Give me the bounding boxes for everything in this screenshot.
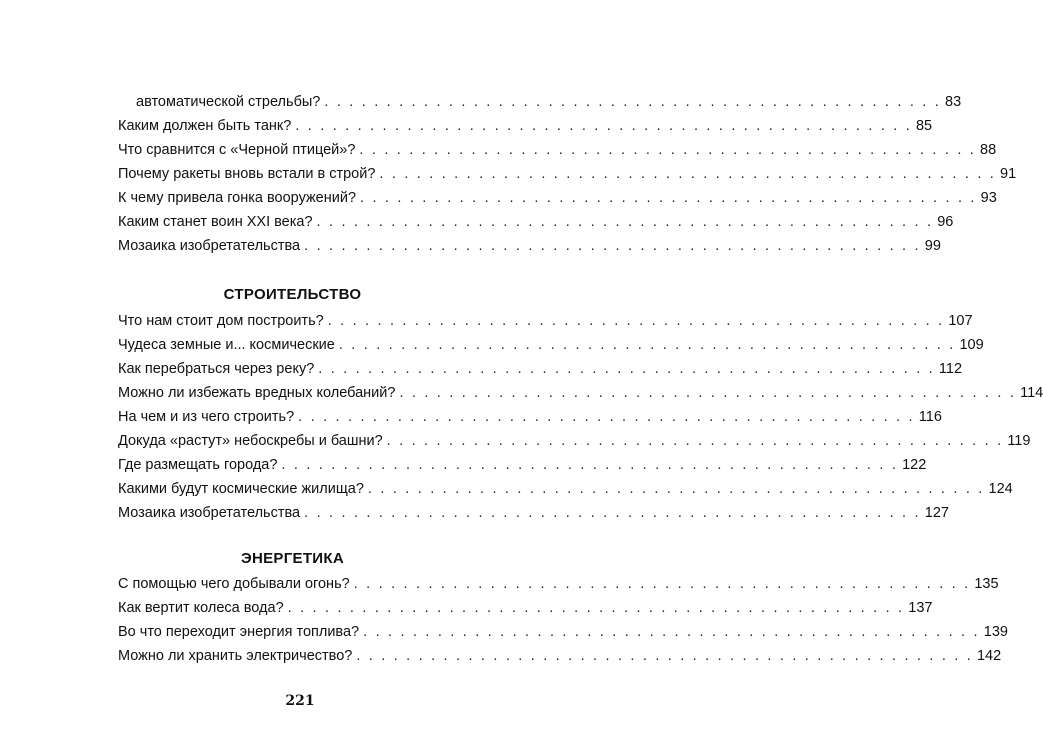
toc-entry-title: Как вертит колеса вода? bbox=[118, 600, 284, 616]
toc-leader-dots bbox=[300, 501, 925, 525]
toc-leader-dots bbox=[364, 477, 989, 501]
toc-leader-dots bbox=[355, 138, 980, 162]
toc-entry-page: 107 bbox=[948, 313, 973, 329]
toc-entry bbox=[118, 357, 963, 381]
toc-entry-page: 85 bbox=[915, 118, 933, 134]
toc-entry bbox=[118, 210, 954, 234]
toc-entry bbox=[118, 333, 984, 357]
toc-entry-page: 112 bbox=[938, 361, 963, 377]
toc-leader-dots bbox=[352, 644, 977, 668]
toc-leader-dots bbox=[359, 620, 984, 644]
section-heading-construction: СТРОИТЕЛЬСТВО bbox=[223, 286, 362, 303]
toc-entry bbox=[118, 162, 1017, 186]
toc-entry bbox=[118, 138, 997, 162]
toc-leader-dots bbox=[313, 210, 938, 234]
section-heading-energy: ЭНЕРГЕТИКА bbox=[241, 550, 344, 567]
page-number: 221 bbox=[285, 693, 315, 709]
toc-entry bbox=[118, 620, 1008, 644]
toc-section-construction bbox=[118, 309, 1043, 525]
toc-entry-page: 124 bbox=[988, 481, 1013, 497]
toc-entry-title: Можно ли избежать вредных колебаний? bbox=[118, 385, 396, 401]
toc-entry bbox=[118, 572, 999, 596]
toc-entry bbox=[118, 234, 941, 258]
toc-leader-dots bbox=[294, 405, 919, 429]
toc-entry-page: 137 bbox=[908, 600, 933, 616]
toc-entry bbox=[118, 477, 1013, 501]
toc-leader-dots bbox=[335, 333, 960, 357]
toc-entry-page: 127 bbox=[924, 505, 949, 521]
toc-entry bbox=[118, 429, 1031, 453]
toc-entry bbox=[118, 90, 962, 114]
toc-entry bbox=[118, 114, 933, 138]
toc-entry-page: 116 bbox=[918, 409, 942, 425]
toc-entry bbox=[118, 453, 927, 477]
toc-entry bbox=[118, 186, 997, 210]
toc-leader-dots bbox=[395, 381, 1020, 405]
toc-entry-title: Почему ракеты вновь встали в строй? bbox=[118, 166, 376, 182]
toc-entry-title: Каким должен быть танк? bbox=[118, 118, 292, 134]
toc-section-energy bbox=[118, 572, 1008, 668]
toc-entry-title: автоматической стрельбы? bbox=[136, 94, 321, 110]
toc-entry-title: Можно ли хранить электричество? bbox=[118, 648, 353, 664]
toc-entry-page: 109 bbox=[959, 337, 984, 353]
toc-entry-title: С помощью чего добывали огонь? bbox=[118, 576, 350, 592]
toc-entry-page: 122 bbox=[902, 457, 927, 473]
toc-entry bbox=[118, 501, 949, 525]
toc-entry-page: 119 bbox=[1007, 433, 1031, 449]
toc-entry-title: Каким станет воин XXI века? bbox=[118, 214, 313, 230]
toc-leader-dots bbox=[277, 453, 902, 477]
toc-leader-dots bbox=[356, 186, 981, 210]
toc-entry-page: 83 bbox=[945, 94, 962, 110]
toc-entry-page: 139 bbox=[983, 624, 1008, 640]
toc-leader-dots bbox=[291, 114, 916, 138]
toc-entry-page: 91 bbox=[1000, 166, 1017, 182]
toc-entry-page: 88 bbox=[980, 142, 997, 158]
toc-entry bbox=[118, 405, 942, 429]
toc-entry-title: Мозаика изобретательства bbox=[118, 505, 301, 521]
toc-entry bbox=[118, 309, 973, 333]
toc-entry-title: Какими будут космические жилища? bbox=[118, 481, 364, 497]
toc-entry-title: Во что переходит энергия топлива? bbox=[118, 624, 360, 640]
toc-section-weapons bbox=[118, 90, 1017, 258]
toc-entry bbox=[118, 596, 933, 620]
toc-entry-title: Что нам стоит дом построить? bbox=[118, 313, 324, 329]
toc-entry-title: Докуда «растут» небоскребы и башни? bbox=[118, 433, 383, 449]
toc-entry-page: 93 bbox=[980, 190, 997, 206]
toc-entry-title: К чему привела гонка вооружений? bbox=[118, 190, 357, 206]
toc-entry-title: Что сравнится с «Черной птицей»? bbox=[118, 142, 356, 158]
toc-leader-dots bbox=[314, 357, 939, 381]
toc-entry-title: Где размещать города? bbox=[118, 457, 278, 473]
toc-leader-dots bbox=[383, 429, 1008, 453]
toc-entry-page: 135 bbox=[974, 576, 999, 592]
toc-entry-page: 142 bbox=[976, 648, 1002, 664]
toc-leader-dots bbox=[375, 162, 1000, 186]
toc-leader-dots bbox=[300, 234, 925, 258]
toc-entry-page: 96 bbox=[937, 214, 954, 230]
toc-entry bbox=[118, 381, 1043, 405]
toc-entry-title: Мозаика изобретательства bbox=[118, 238, 301, 254]
toc-leader-dots bbox=[284, 596, 909, 620]
toc-entry-title: Как перебраться через реку? bbox=[118, 361, 315, 377]
toc-leader-dots bbox=[324, 309, 949, 333]
toc-entry bbox=[118, 644, 1002, 668]
toc-entry-title: На чем и из чего строить? bbox=[118, 409, 295, 425]
toc-entry-page: 114 bbox=[1020, 385, 1043, 401]
toc-leader-dots bbox=[320, 90, 945, 114]
toc-entry-page: 99 bbox=[924, 238, 941, 254]
toc-leader-dots bbox=[350, 572, 975, 596]
toc-entry-title: Чудеса земные и... космические bbox=[118, 337, 335, 353]
